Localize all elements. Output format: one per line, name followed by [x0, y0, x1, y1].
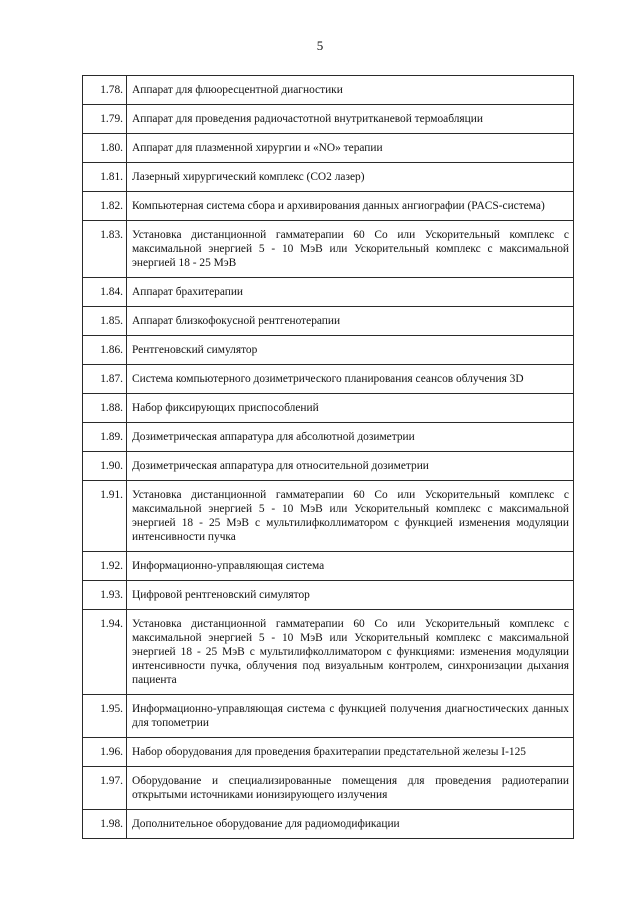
- item-description: Дополнительное оборудование для радиомодификации: [127, 810, 574, 839]
- item-number: 1.88.: [83, 394, 127, 423]
- item-description: Дозиметрическая аппаратура для относительной дозиметрии: [127, 452, 574, 481]
- item-number: 1.85.: [83, 307, 127, 336]
- item-number: 1.84.: [83, 278, 127, 307]
- item-number: 1.86.: [83, 336, 127, 365]
- item-number: 1.93.: [83, 581, 127, 610]
- table-row: [83, 695, 574, 738]
- page-number: 5: [316, 38, 324, 53]
- item-description: Информационно-управляющая система: [127, 552, 574, 581]
- table-row: [83, 610, 574, 695]
- table-row: [83, 452, 574, 481]
- item-description: Установка дистанционной гамматерапии 60 Со или Ускорительный комплекс с максимальной энергией 5 - 10 МэВ или Ускорительный комплекс с максимальной энергией 18 - 25 МэВ с мультилифколлиматором с функцией изменения модуляции интенсивности пучка: [127, 481, 574, 552]
- item-number: 1.83.: [83, 221, 127, 278]
- equipment-table-body: [83, 76, 574, 839]
- item-description: Набор оборудования для проведения брахитерапии предстательной железы I-125: [127, 738, 574, 767]
- item-number: 1.91.: [83, 481, 127, 552]
- item-description: Компьютерная система сбора и архивирования данных ангиографии (PACS-система): [127, 192, 574, 221]
- item-number: 1.90.: [83, 452, 127, 481]
- item-description: Установка дистанционной гамматерапии 60 Со или Ускорительный комплекс с максимальной энергией 5 - 10 МэВ или Ускорительный комплекс с максимальной энергией 18 - 25 МэВ: [127, 221, 574, 278]
- item-description: Дозиметрическая аппаратура для абсолютной дозиметрии: [127, 423, 574, 452]
- table-row: [83, 163, 574, 192]
- item-description: Аппарат брахитерапии: [127, 278, 574, 307]
- item-description: Информационно-управляющая система с функцией получения диагностических данных для топометрии: [127, 695, 574, 738]
- table-row: [83, 394, 574, 423]
- item-description: Аппарат близкофокусной рентгенотерапии: [127, 307, 574, 336]
- item-description: Рентгеновский симулятор: [127, 336, 574, 365]
- item-number: 1.95.: [83, 695, 127, 738]
- table-row: [83, 481, 574, 552]
- item-description: Набор фиксирующих приспособлений: [127, 394, 574, 423]
- table-row: [83, 307, 574, 336]
- item-description: Аппарат для флюоресцентной диагностики: [127, 76, 574, 105]
- item-description: Аппарат для проведения радиочастотной внутритканевой термоабляции: [127, 105, 574, 134]
- table-row: [83, 552, 574, 581]
- table-row: [83, 581, 574, 610]
- item-number: 1.87.: [83, 365, 127, 394]
- item-number: 1.80.: [83, 134, 127, 163]
- table-row: [83, 76, 574, 105]
- table-row: [83, 738, 574, 767]
- item-number: 1.79.: [83, 105, 127, 134]
- item-number: 1.92.: [83, 552, 127, 581]
- item-description: Установка дистанционной гамматерапии 60 Со или Ускорительный комплекс с максимальной энергией 5 - 10 МэВ или Ускорительный комплекс с максимальной энергией 18 - 25 МэВ с мультилифколлиматором с функциями: изменения модуляции интенсивности пучка, облучения под визуальным контролем, синхронизации дыхания пациента: [127, 610, 574, 695]
- item-number: 1.96.: [83, 738, 127, 767]
- item-number: 1.78.: [83, 76, 127, 105]
- table-row: [83, 810, 574, 839]
- table-row: [83, 192, 574, 221]
- item-description: Оборудование и специализированные помещения для проведения радиотерапии открытыми источниками ионизирующего излучения: [127, 767, 574, 810]
- table-row: [83, 134, 574, 163]
- item-number: 1.89.: [83, 423, 127, 452]
- item-number: 1.97.: [83, 767, 127, 810]
- table-row: [83, 336, 574, 365]
- item-number: 1.98.: [83, 810, 127, 839]
- item-description: Цифровой рентгеновский симулятор: [127, 581, 574, 610]
- table-row: [83, 221, 574, 278]
- item-number: 1.81.: [83, 163, 127, 192]
- table-row: [83, 365, 574, 394]
- table-row: [83, 767, 574, 810]
- table-row: [83, 278, 574, 307]
- item-number: 1.94.: [83, 610, 127, 695]
- item-description: Система компьютерного дозиметрического планирования сеансов облучения 3D: [127, 365, 574, 394]
- item-description: Лазерный хирургический комплекс (СО2 лазер): [127, 163, 574, 192]
- table-row: [83, 105, 574, 134]
- item-number: 1.82.: [83, 192, 127, 221]
- equipment-table: [82, 75, 574, 839]
- table-row: [83, 423, 574, 452]
- item-description: Аппарат для плазменной хирургии и «NO» терапии: [127, 134, 574, 163]
